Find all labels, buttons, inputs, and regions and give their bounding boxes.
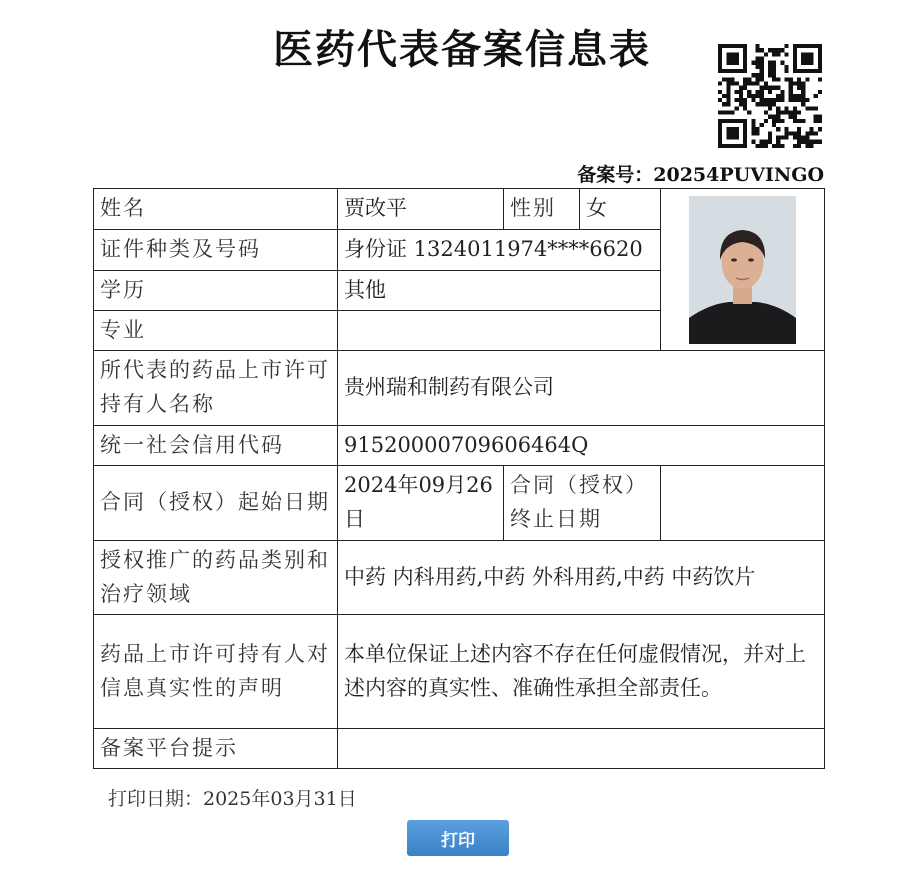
- info-table: [93, 188, 825, 769]
- id-label: 证件种类及号码: [94, 230, 338, 271]
- end-date-value: [661, 466, 825, 541]
- name-label: 姓名: [94, 189, 338, 230]
- holder-label: 所代表的药品上市许可持有人名称: [94, 351, 338, 426]
- end-date-label: 合同（授权）终止日期: [504, 466, 661, 541]
- print-date: 打印日期：2025年03月31日: [108, 788, 357, 810]
- scope-label: 授权推广的药品类别和治疗领域: [94, 541, 338, 615]
- statement-label: 药品上市许可持有人对信息真实性的声明: [94, 615, 338, 729]
- credit-code-label: 统一社会信用代码: [94, 426, 338, 466]
- holder-value: 贵州瑞和制药有限公司: [338, 351, 825, 426]
- credit-code-value: 91520000709606464Q: [338, 426, 825, 466]
- education-value: 其他: [338, 271, 661, 311]
- name-value: 贾改平: [338, 189, 504, 230]
- page-title: 医药代表备案信息表: [273, 26, 651, 73]
- qr-code-icon: [718, 44, 822, 148]
- record-number: 备案号：20254PUVINGO: [577, 164, 824, 186]
- major-value: [338, 311, 661, 351]
- education-label: 学历: [94, 271, 338, 311]
- statement-value: 本单位保证上述内容不存在任何虚假情况，并对上述内容的真实性、准确性承担全部责任。: [338, 615, 825, 729]
- platform-tip-value: [338, 729, 825, 769]
- id-value: 身份证 1324011974****6620: [338, 230, 661, 271]
- portrait-photo: [689, 196, 796, 344]
- platform-tip-label: 备案平台提示: [94, 729, 338, 769]
- start-date-label: 合同（授权）起始日期: [94, 466, 338, 541]
- gender-label: 性别: [504, 189, 580, 230]
- start-date-value: 2024年09月26日: [338, 466, 504, 541]
- major-label: 专业: [94, 311, 338, 351]
- scope-value: 中药 内科用药,中药 外科用药,中药 中药饮片: [338, 541, 825, 615]
- print-button[interactable]: 打印: [407, 820, 509, 856]
- photo-cell: [661, 189, 825, 351]
- gender-value: 女: [580, 189, 661, 230]
